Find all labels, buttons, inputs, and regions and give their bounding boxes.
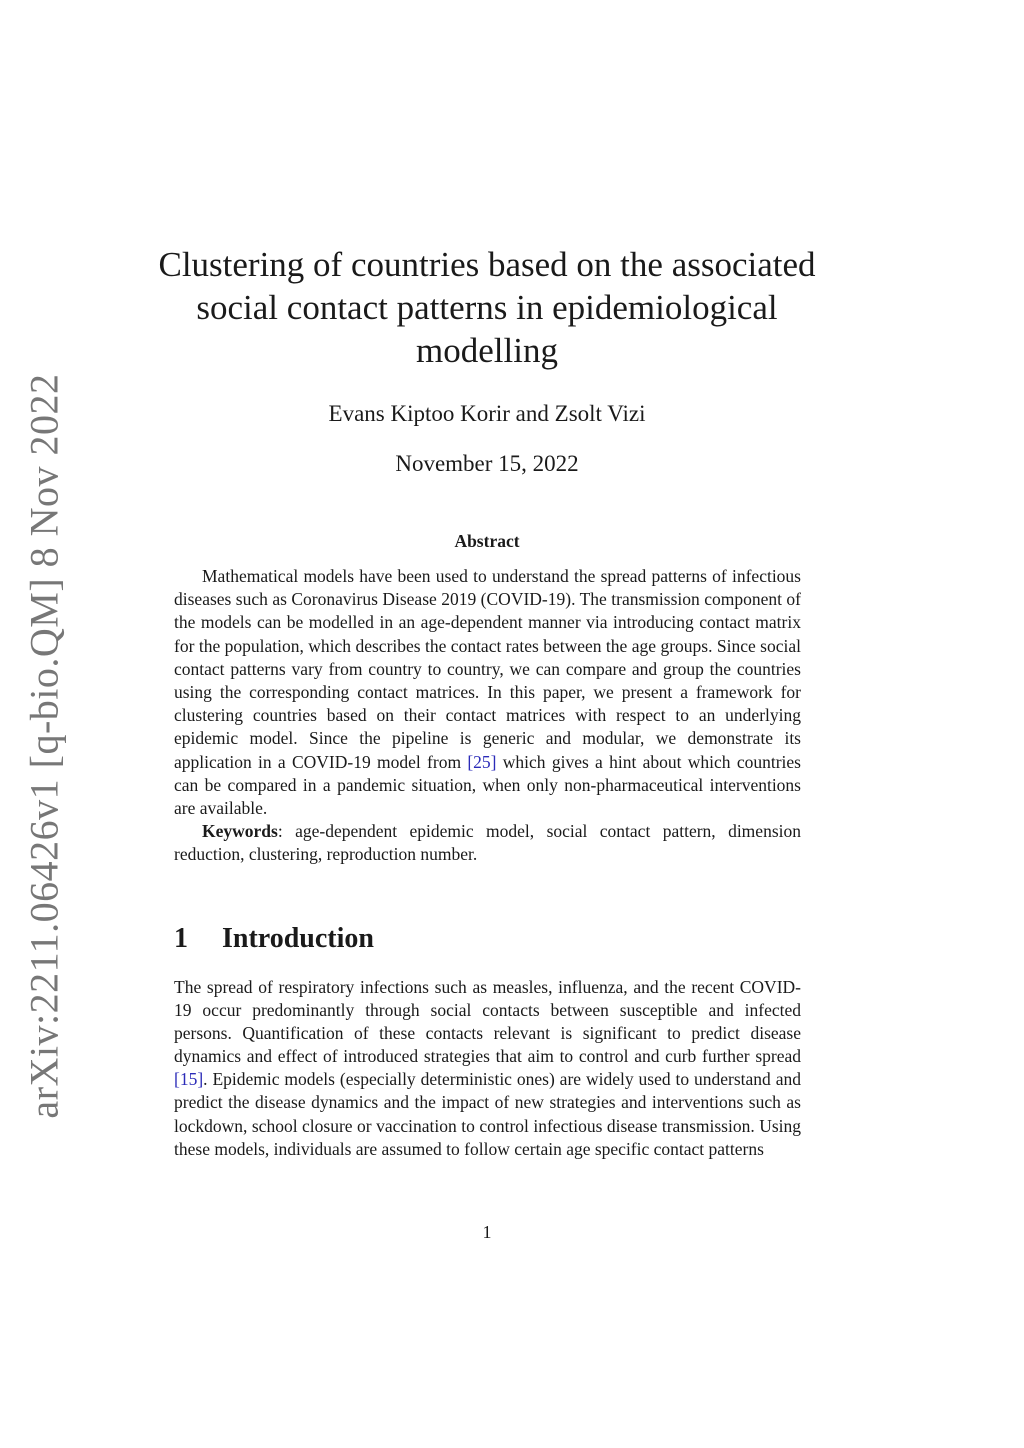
abstract-text-part1: Mathematical models have been used to understand the spread patterns of infectious diseases such as Coronavirus Disease 2019 (COVID-19). The transmission component of the models can be modelled in an age-dependent manner via introducing contact matrix for the population, which describes the contact rates between the age groups. Since social contact patterns vary from country to country, we can compare and group the countries using the corresponding contact matrices. In this paper, we present a framework for clustering countries based on their contact matrices with respect to an underlying epidemic model. Since the pipeline is generic and modular, we demonstrate its application in a COVID-19 model from — [174, 566, 801, 772]
keywords-paragraph — [174, 820, 801, 866]
section-heading-introduction — [174, 923, 374, 955]
paper-authors: Evans Kiptoo Korir and Zsolt Vizi — [328, 401, 646, 426]
section-title: Introduction — [222, 923, 374, 954]
intro-text-part2: . Epidemic models (especially deterministic ones) are widely used to understand and predict the disease dynamics and the impact of new strategies and interventions such as lockdown, school closure or vaccination to control infectious disease transmission. Using these models, individuals are assumed to follow certain age specific contact patterns — [174, 1069, 801, 1159]
citation-link-25[interactable]: [25] — [467, 751, 497, 772]
keywords-text: : age-dependent epidemic model, social contact pattern, dimension reduction, clustering, reproduction number. — [174, 821, 801, 865]
intro-text-part1: The spread of respiratory infections such as measles, influenza, and the recent COVID-19 occur predominantly through social contacts between susceptible and infected persons. Quantification of these contacts relevant is significant to predict disease dynamics and effect of introduced strategies that aim to control and curb further spread — [174, 977, 801, 1067]
page-number: 1 — [482, 1222, 492, 1242]
abstract-heading: Abstract — [454, 531, 520, 551]
citation-link-15[interactable]: [15] — [174, 1069, 204, 1090]
arxiv-identifier: arXiv:2211.06426v1 [q-bio.QM] 8 Nov 2022 — [21, 373, 67, 1119]
abstract-body — [174, 565, 801, 867]
keywords-label: Keywords — [202, 821, 278, 842]
paper-date: November 15, 2022 — [395, 451, 579, 476]
section-number: 1 — [174, 923, 188, 954]
abstract-paragraph — [174, 565, 801, 820]
abstract-text-part2: which gives a hint about which countries can be compared in a pandemic situation, when only non-pharmaceutical interventions are available. — [174, 751, 801, 819]
paper-title: Clustering of countries based on the associated social contact patterns in epidemiological modelling — [158, 245, 816, 370]
introduction-paragraph — [174, 976, 801, 1161]
